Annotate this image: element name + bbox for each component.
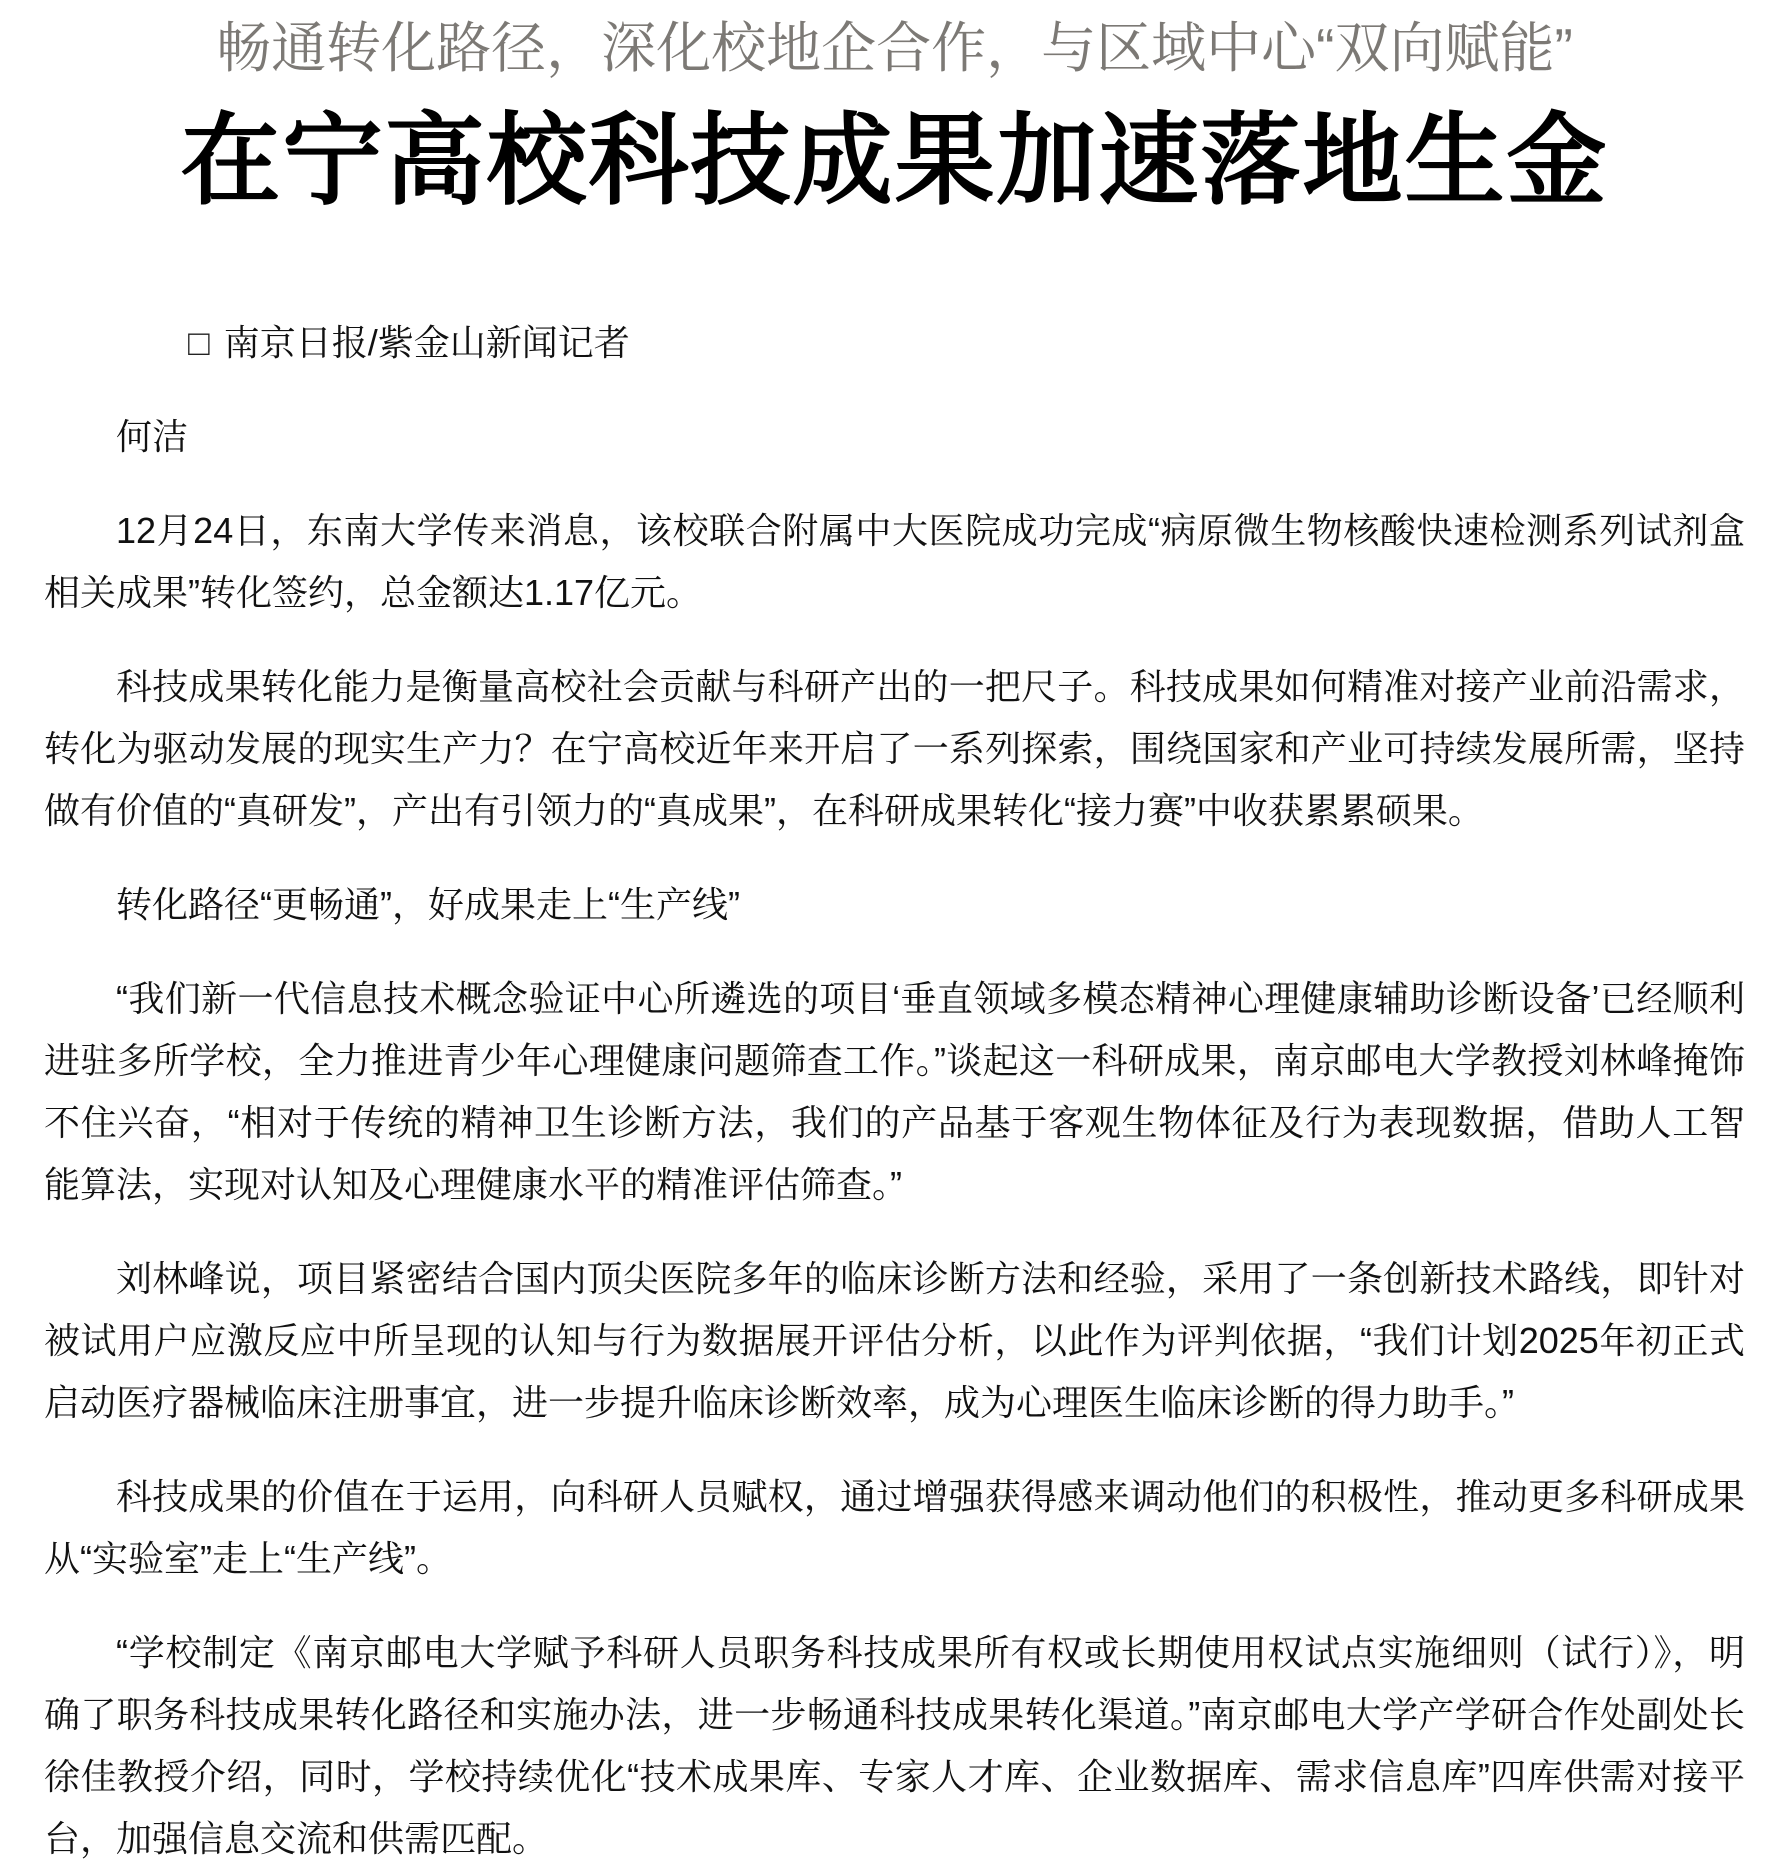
section-subhead: 转化路径“更畅通”，好成果走上“生产线” (116, 883, 740, 925)
paragraph: 12月24日，东南大学传来消息，该校联合附属中大医院成功完成“病原微生物核酸快速检测系列试剂盒相关成果”转化签约，总金额达1.17亿元。 (44, 509, 1745, 613)
paragraph: 科技成果转化能力是衡量高校社会贡献与科研产出的一把尺子。科技成果如何精准对接产业前沿需求，转化为驱动发展的现实生产力？在宁高校近年来开启了一系列探索，围绕国家和产业可持续发展所需，坚持做有价值的“真研发”，产出有引领力的“真成果”，在科研成果转化“接力赛”中收获累累硕果。 (44, 665, 1745, 831)
empty-square-icon: □ (188, 321, 210, 363)
author-name: 何洁 (116, 415, 189, 457)
paragraph: 科技成果的价值在于运用，向科研人员赋权，通过增强获得感来调动他们的积极性，推动更多科研成果从“实验室”走上“生产线”。 (44, 1475, 1745, 1579)
article-body (44, 500, 1745, 1870)
paragraph: “学校制定《南京邮电大学赋予科研人员职务科技成果所有权或长期使用权试点实施细则（试行）》，明确了职务科技成果转化路径和实施办法，进一步畅通科技成果转化渠道。”南京邮电大学产学研合作处副处长徐佳教授介绍，同时，学校持续优化“技术成果库、专家人才库、企业数据库、需求信息库”四库供需对接平台，加强信息交流和供需匹配。 (44, 1631, 1745, 1859)
article-kicker: 畅通转化路径，深化校地企合作，与区域中心“双向赋能” (216, 17, 1573, 79)
paragraph: 刘林峰说，项目紧密结合国内顶尖医院多年的临床诊断方法和经验，采用了一条创新技术路线，即针对被试用户应激反应中所呈现的认知与行为数据展开评估分析，以此作为评判依据，“我们计划2025年初正式启动医疗器械临床注册事宜，进一步提升临床诊断效率，成为心理医生临床诊断的得力助手。” (44, 1257, 1745, 1423)
byline (44, 312, 1745, 374)
article-title: 在宁高校科技成果加速落地生金 (180, 104, 1609, 217)
byline-text: 南京日报/紫金山新闻记者 (223, 321, 630, 363)
paragraph: “我们新一代信息技术概念验证中心所遴选的项目‘垂直领域多模态精神心理健康辅助诊断设备’已经顺利进驻多所学校，全力推进青少年心理健康问题筛查工作。”谈起这一科研成果，南京邮电大学教授刘林峰掩饰不住兴奋，“相对于传统的精神卫生诊断方法，我们的产品基于客观生物体征及行为表现数据，借助人工智能算法，实现对认知及心理健康水平的精准评估筛查。” (44, 977, 1745, 1205)
